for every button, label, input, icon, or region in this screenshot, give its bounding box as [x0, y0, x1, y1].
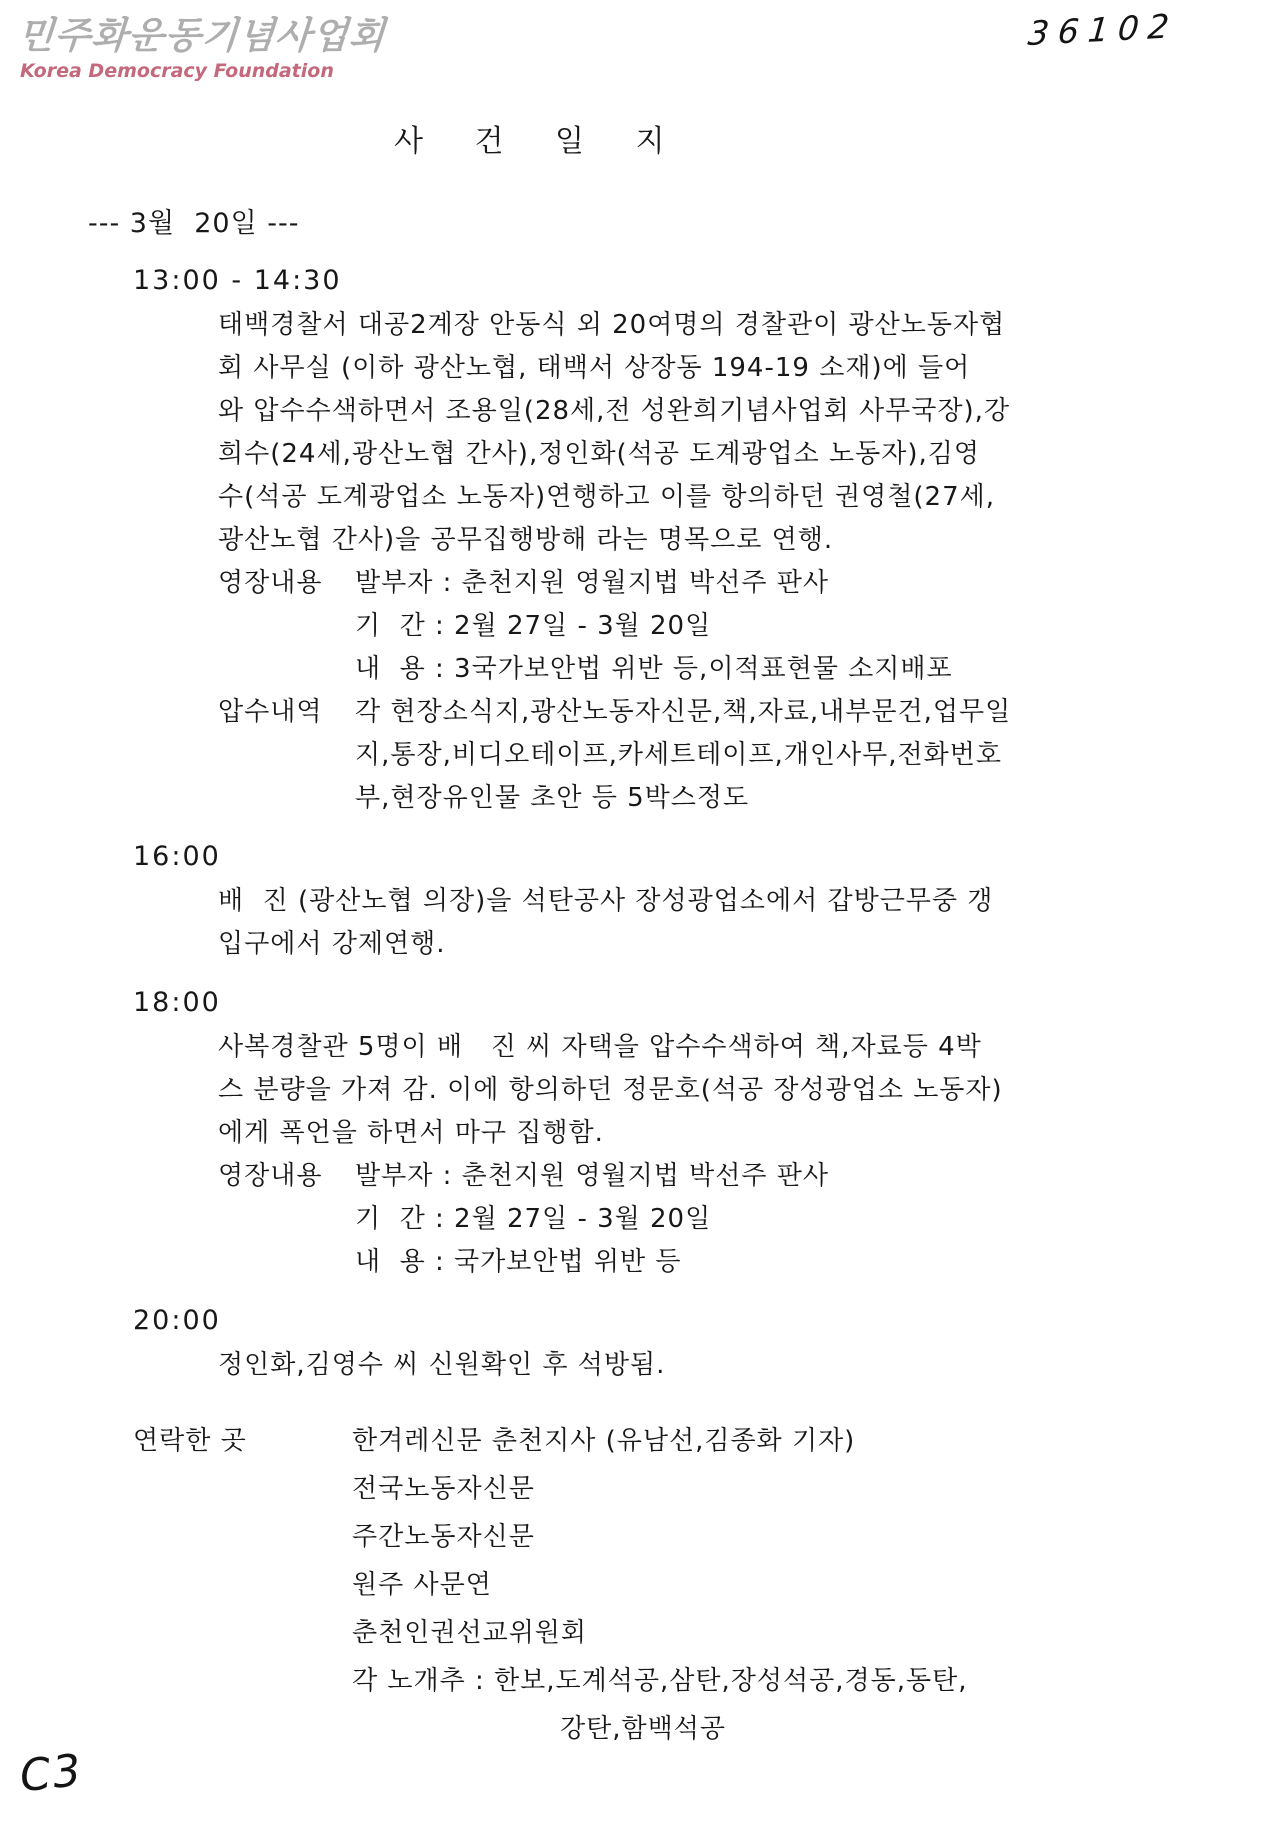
body-line: 에게 폭언을 하면서 마구 집행함.	[218, 1118, 604, 1148]
detail-label	[218, 777, 355, 820]
detail-row	[218, 691, 1280, 734]
detail-text: 발부자 : 춘천지원 영월지법 박선주 판사	[355, 1161, 829, 1191]
detail-label	[218, 605, 355, 648]
entry-2000	[0, 1298, 1280, 1387]
entry-1600	[0, 834, 1280, 966]
body-line: 회 사무실 (이하 광산노협, 태백서 상장동 194-19 소재)에 들어	[218, 353, 971, 383]
document-title: 사 건 일 지	[394, 124, 667, 159]
detail-row	[218, 1241, 1280, 1284]
detail-row	[218, 734, 1280, 777]
contacts-section	[0, 1417, 1280, 1753]
logo-korean-calligraphy: 민주화운동기념사업회	[16, 14, 387, 57]
contact-item: 한겨레신문 춘천지사 (유남선,김종화 기자)	[352, 1426, 856, 1456]
body-line: 정인화,김영수 씨 신원확인 후 석방됨.	[218, 1350, 666, 1380]
detail-text: 기 간 : 2월 27일 - 3월 20일	[355, 611, 712, 641]
entry-time: 20:00	[133, 1305, 221, 1336]
body-line: 수(석공 도계광업소 노동자)연행하고 이를 항의하던 권영철(27세,	[218, 482, 996, 512]
contact-row	[133, 1561, 1280, 1609]
detail-text: 부,현장유인물 초안 등 5박스정도	[355, 783, 750, 813]
detail-text: 내 용 : 국가보안법 위반 등	[355, 1247, 682, 1277]
detail-text: 내 용 : 3국가보안법 위반 등,이적표현물 소지배포	[355, 654, 953, 684]
logo-english-name: Korea Democracy Foundation	[20, 59, 334, 82]
contact-row	[133, 1513, 1280, 1561]
contact-item: 전국노동자신문	[352, 1474, 535, 1504]
contact-row	[133, 1657, 1280, 1705]
handwritten-page-mark: C3	[17, 1744, 86, 1803]
detail-label: 압수내역	[218, 697, 323, 727]
contacts-label-spacer	[133, 1609, 352, 1657]
contacts-label: 연락한 곳	[133, 1426, 247, 1456]
detail-text: 발부자 : 춘천지원 영월지법 박선주 판사	[355, 568, 829, 598]
detail-text: 기 간 : 2월 27일 - 3월 20일	[355, 1204, 712, 1234]
detail-row	[218, 562, 1280, 605]
contacts-label-spacer	[133, 1513, 352, 1561]
body-line: 희수(24세,광산노협 간사),정인화(석공 도계광업소 노동자),김영	[218, 439, 981, 469]
entry-time: 18:00	[133, 987, 221, 1018]
contact-item: 원주 사문연	[352, 1570, 492, 1600]
organization-logo	[18, 16, 385, 82]
contacts-label-spacer	[133, 1561, 352, 1609]
body-line: 배 진 (광산노협 의장)을 석탄공사 장성광업소에서 갑방근무중 갱	[218, 886, 994, 916]
detail-label: 영장내용	[218, 1161, 323, 1191]
contacts-label-spacer	[133, 1705, 352, 1753]
detail-row	[218, 1198, 1280, 1241]
detail-label	[218, 1198, 355, 1241]
body-line: 광산노협 간사)을 공무집행방해 라는 명목으로 연행.	[218, 525, 834, 555]
body-line: 와 압수수색하면서 조용일(28세,전 성완희기념사업회 사무국장),강	[218, 396, 1010, 426]
contact-row	[133, 1417, 1280, 1465]
body-line: 입구에서 강제연행.	[218, 929, 446, 959]
detail-label	[218, 734, 355, 777]
detail-text: 지,통장,비디오테이프,카세트테이프,개인사무,전화번호	[355, 740, 1002, 770]
contact-item: 춘천인권선교위원회	[352, 1618, 588, 1648]
contacts-label-spacer	[133, 1465, 352, 1513]
contact-item: 주간노동자신문	[352, 1522, 535, 1552]
entry-1300-1430	[0, 258, 1280, 820]
entry-1800	[0, 980, 1280, 1284]
body-line: 사복경찰관 5명이 배 진 씨 자택을 압수수색하여 책,자료등 4박	[218, 1032, 982, 1062]
detail-row	[218, 1155, 1280, 1198]
contacts-label-spacer	[133, 1657, 352, 1705]
body-line: 스 분량을 가져 감. 이에 항의하던 정문호(석공 장성광업소 노동자)	[218, 1075, 1003, 1105]
date-header: --- 3월 20일 ---	[88, 208, 300, 239]
body-line: 태백경찰서 대공2계장 안동식 외 20여명의 경찰관이 광산노동자협	[218, 310, 1006, 340]
document-body	[0, 204, 1280, 1753]
detail-label	[218, 1241, 355, 1284]
contact-row	[133, 1465, 1280, 1513]
contact-item: 강탄,함백석공	[560, 1714, 726, 1744]
detail-row	[218, 648, 1280, 691]
contact-row	[133, 1705, 1280, 1753]
contact-row	[133, 1609, 1280, 1657]
handwritten-document-number: 36102	[1026, 5, 1180, 54]
detail-label: 영장내용	[218, 568, 323, 598]
detail-row	[218, 605, 1280, 648]
entry-time: 16:00	[133, 841, 221, 872]
detail-text: 각 현장소식지,광산노동자신문,책,자료,내부문건,업무일	[355, 697, 1012, 727]
contact-item: 각 노개추 : 한보,도계석공,삼탄,장성석공,경동,동탄,	[352, 1666, 968, 1696]
detail-label	[218, 648, 355, 691]
entry-time: 13:00 - 14:30	[133, 265, 342, 296]
detail-row	[218, 777, 1280, 820]
